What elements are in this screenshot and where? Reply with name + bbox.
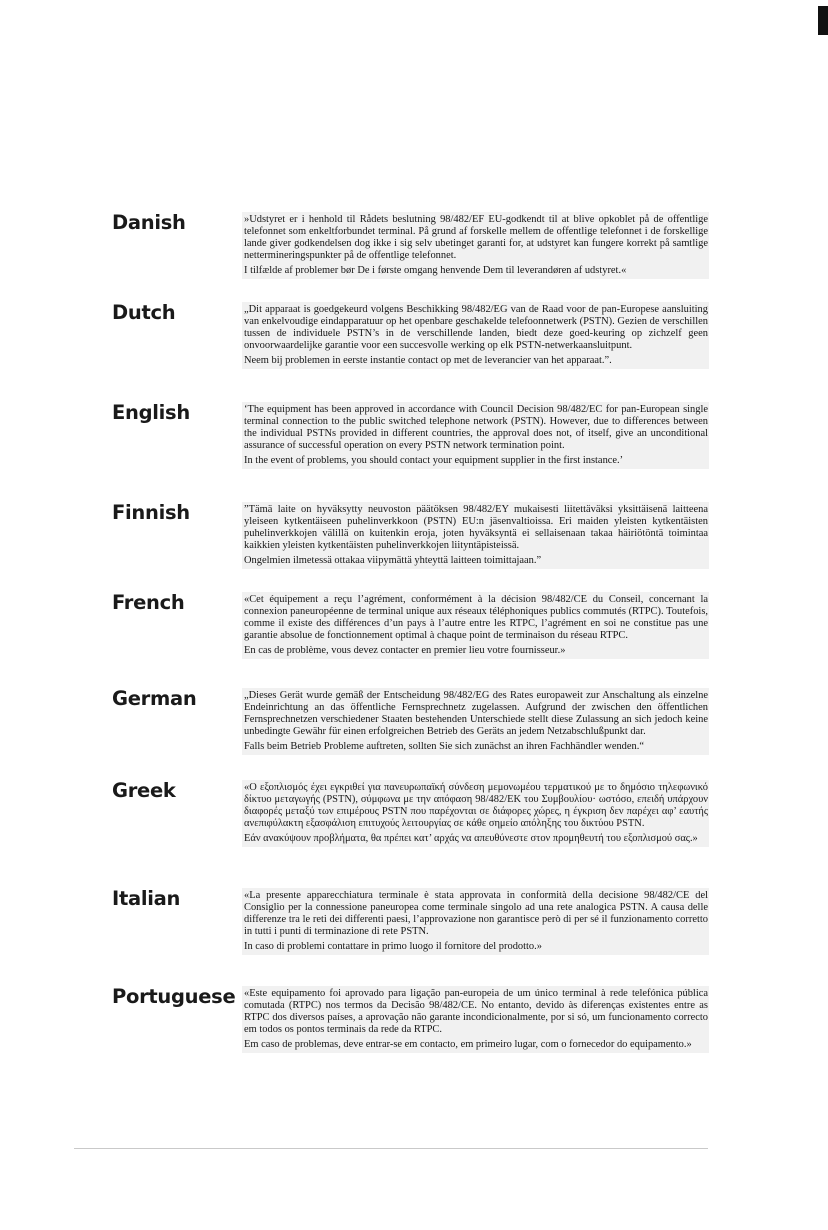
notice-paragraph: ‘The equipment has been approved in accordance with Council Decision 98/482/EC for pan-European single terminal connection to the public switched telephone network (PSTN). However, due to differences between the individual PSTNs provided in different countries, the approval does not, of itself, give an unconditional assurance of successful operation on every PSTN network termination point.: [244, 404, 708, 451]
notice-text: [242, 888, 709, 955]
language-heading: English: [112, 401, 190, 424]
notice-paragraph: Falls beim Betrieb Probleme auftreten, sollten Sie sich zunächst an ihren Fachhändler wenden.“: [244, 740, 644, 752]
notice-text: [242, 502, 709, 569]
notice-paragraph: „Dieses Gerät wurde gemäß der Entscheidung 98/482/EG des Rates europaweit zur Anschaltung als einzelne Endeinrichtung an das öffentliche Fernsprechnetz zugelassen. Aufgrund der zwischen den öffentlichen Fernsprechnetzen verschiedener Staaten bestehenden Unterschiede stellt diese Zulassung an sich jedoch keine unbedingte Gewähr für einen erfolgreichen Betrieb des Geräts an jedem Netzabschlußpunkt dar.: [244, 690, 708, 737]
notice-paragraph: Neem bij problemen in eerste instantie contact op met de leverancier van het apparaat.”.: [244, 354, 612, 366]
notice-paragraph: »Udstyret er i henhold til Rådets beslutning 98/482/EF EU-godkendt til at blive opkoblet på de offentlige telefonnet som enkeltforbundet terminal. På grund af forskelle mellem de offentlige telefonnet i de forskellige lande giver godkendelsen dog ikke i sig selv ubetinget garanti for, at udstyret kan fungere korrekt på samtlige nettermineringspunkter på de offentlige telefonnet.: [244, 214, 708, 261]
notice-paragraph: Εάν ανακύψουν προβλήματα, θα πρέπει κατ’ αρχάς να απευθύνεστε στον προμηθευτή του εξοπλισμού σας.»: [244, 832, 698, 844]
notice-paragraph: «La presente apparecchiatura terminale è stata approvata in conformità della decisione 98/482/CE del Consiglio per la connessione paneuropea come terminale singolo ad una rete analogica PSTN. A causa delle differenze tra le reti dei differenti paesi, l’approvazione non garantisce però di per sé il funzionamento corretto in tutti i punti di terminazione di rete PSTN.: [244, 890, 708, 937]
language-heading: Italian: [112, 887, 181, 910]
language-heading: German: [112, 687, 197, 710]
language-heading: Greek: [112, 779, 176, 802]
notice-text: [242, 592, 709, 659]
language-heading: French: [112, 591, 185, 614]
notice-paragraph: Ongelmien ilmetessä ottakaa viipymättä yhteyttä laitteen toimittajaan.”: [244, 554, 542, 566]
notice-paragraph: «Este equipamento foi aprovado para ligação pan-europeia de um único terminal à rede telefónica pública comutada (RTPC) nos termos da Decisão 98/482/CE. No entanto, devido às diferenças existentes entre as RTPC dos diversos países, a aprovação não garante incondicionalmente, por si só, um funcionamento correcto em todos os pontos terminais da rede da RTPC.: [244, 988, 708, 1035]
notice-paragraph: Em caso de problemas, deve entrar-se em contacto, em primeiro lugar, com o fornecedor do equipamento.»: [244, 1038, 692, 1050]
notice-text: [242, 780, 709, 847]
notice-text: [242, 688, 709, 755]
language-heading: Finnish: [112, 501, 190, 524]
notice-paragraph: «Cet équipement a reçu l’agrément, conformément à la décision 98/482/CE du Conseil, concernant la connexion paneuropéenne de terminal unique aux réseaux téléphoniques publics commutés (RTPC). Toutefois, comme il existe des différences d’un pays à l’autre entre les RTPC, l’agrément en soi ne constitue pas une garantie absolue de fonctionnement optimal à chaque point de terminaison du réseau RTPC.: [244, 594, 708, 641]
notice-paragraph: «Ο εξοπλισμός έχει εγκριθεί για πανευρωπαϊκή σύνδεση μεμονωμέου τερματικού με το δημόσιο τηλεφωνικό δίκτυο μεταγωγής (PSTN), σύμφωνα με την απόφαση 98/482/ΕΚ του Συμβουλίου· ωστόσο, επειδή υπάρχουν διαφορές μεταξύ των επιμέρους PSTN που παρέχονται σε διάφορες χώρες, η έγκριση δεν παρέχει αφ’ εαυτής ανεπιφύλακτη εξασφάλιση επιτυχούς λειτουργίας σε κάθε σημείο απόληξης του δικτύου PSTN.: [244, 782, 708, 829]
notice-paragraph: In caso di problemi contattare in primo luogo il fornitore del prodotto.»: [244, 940, 542, 952]
notice-paragraph: En cas de problème, vous devez contacter en premier lieu votre fournisseur.»: [244, 644, 566, 656]
language-heading: Danish: [112, 211, 186, 234]
notice-text: [242, 986, 709, 1053]
notice-text: [242, 302, 709, 369]
page-edge-tab: [818, 6, 828, 35]
notice-paragraph: „Dit apparaat is goedgekeurd volgens Beschikking 98/482/EG van de Raad voor de pan-Europese aansluiting van enkelvoudige eindapparatuur op het openbare geschakelde telefoonnetwerk (PSTN). Gezien de verschillen tussen de individuele PSTN’s in de verschillende landen, biedt deze goed-keuring op zichzelf geen onvoorwaardelijke garantie voor een succesvolle werking op elk PSTN-netwerkaansluitpunt.: [244, 304, 708, 351]
language-heading: Portuguese: [112, 985, 236, 1008]
notice-text: [242, 402, 709, 469]
notice-paragraph: I tilfælde af problemer bør De i første omgang henvende Dem til leverandøren af udstyret.«: [244, 264, 627, 276]
notice-paragraph: ”Tämä laite on hyväksytty neuvoston päätöksen 98/482/EY mukaisesti liitettäväksi yksittäisenä laitteena yleiseen kytkentäiseen puhelinverkkoon (PSTN) EU:n jäsenvaltioissa. Eri maiden yleisten kytkentäisten puhelinverkkojen välillä on kuitenkin eroja, joten hyväksyntä ei sellaisenaan takaa häiriötöntä toimintaa kaikkien yleisten kytkentäisten puhelinverkkojen liityntäpisteissä.: [244, 504, 708, 551]
notice-text: [242, 212, 709, 279]
footer-divider: [74, 1148, 708, 1149]
notice-paragraph: In the event of problems, you should contact your equipment supplier in the first instance.’: [244, 454, 624, 466]
language-heading: Dutch: [112, 301, 176, 324]
